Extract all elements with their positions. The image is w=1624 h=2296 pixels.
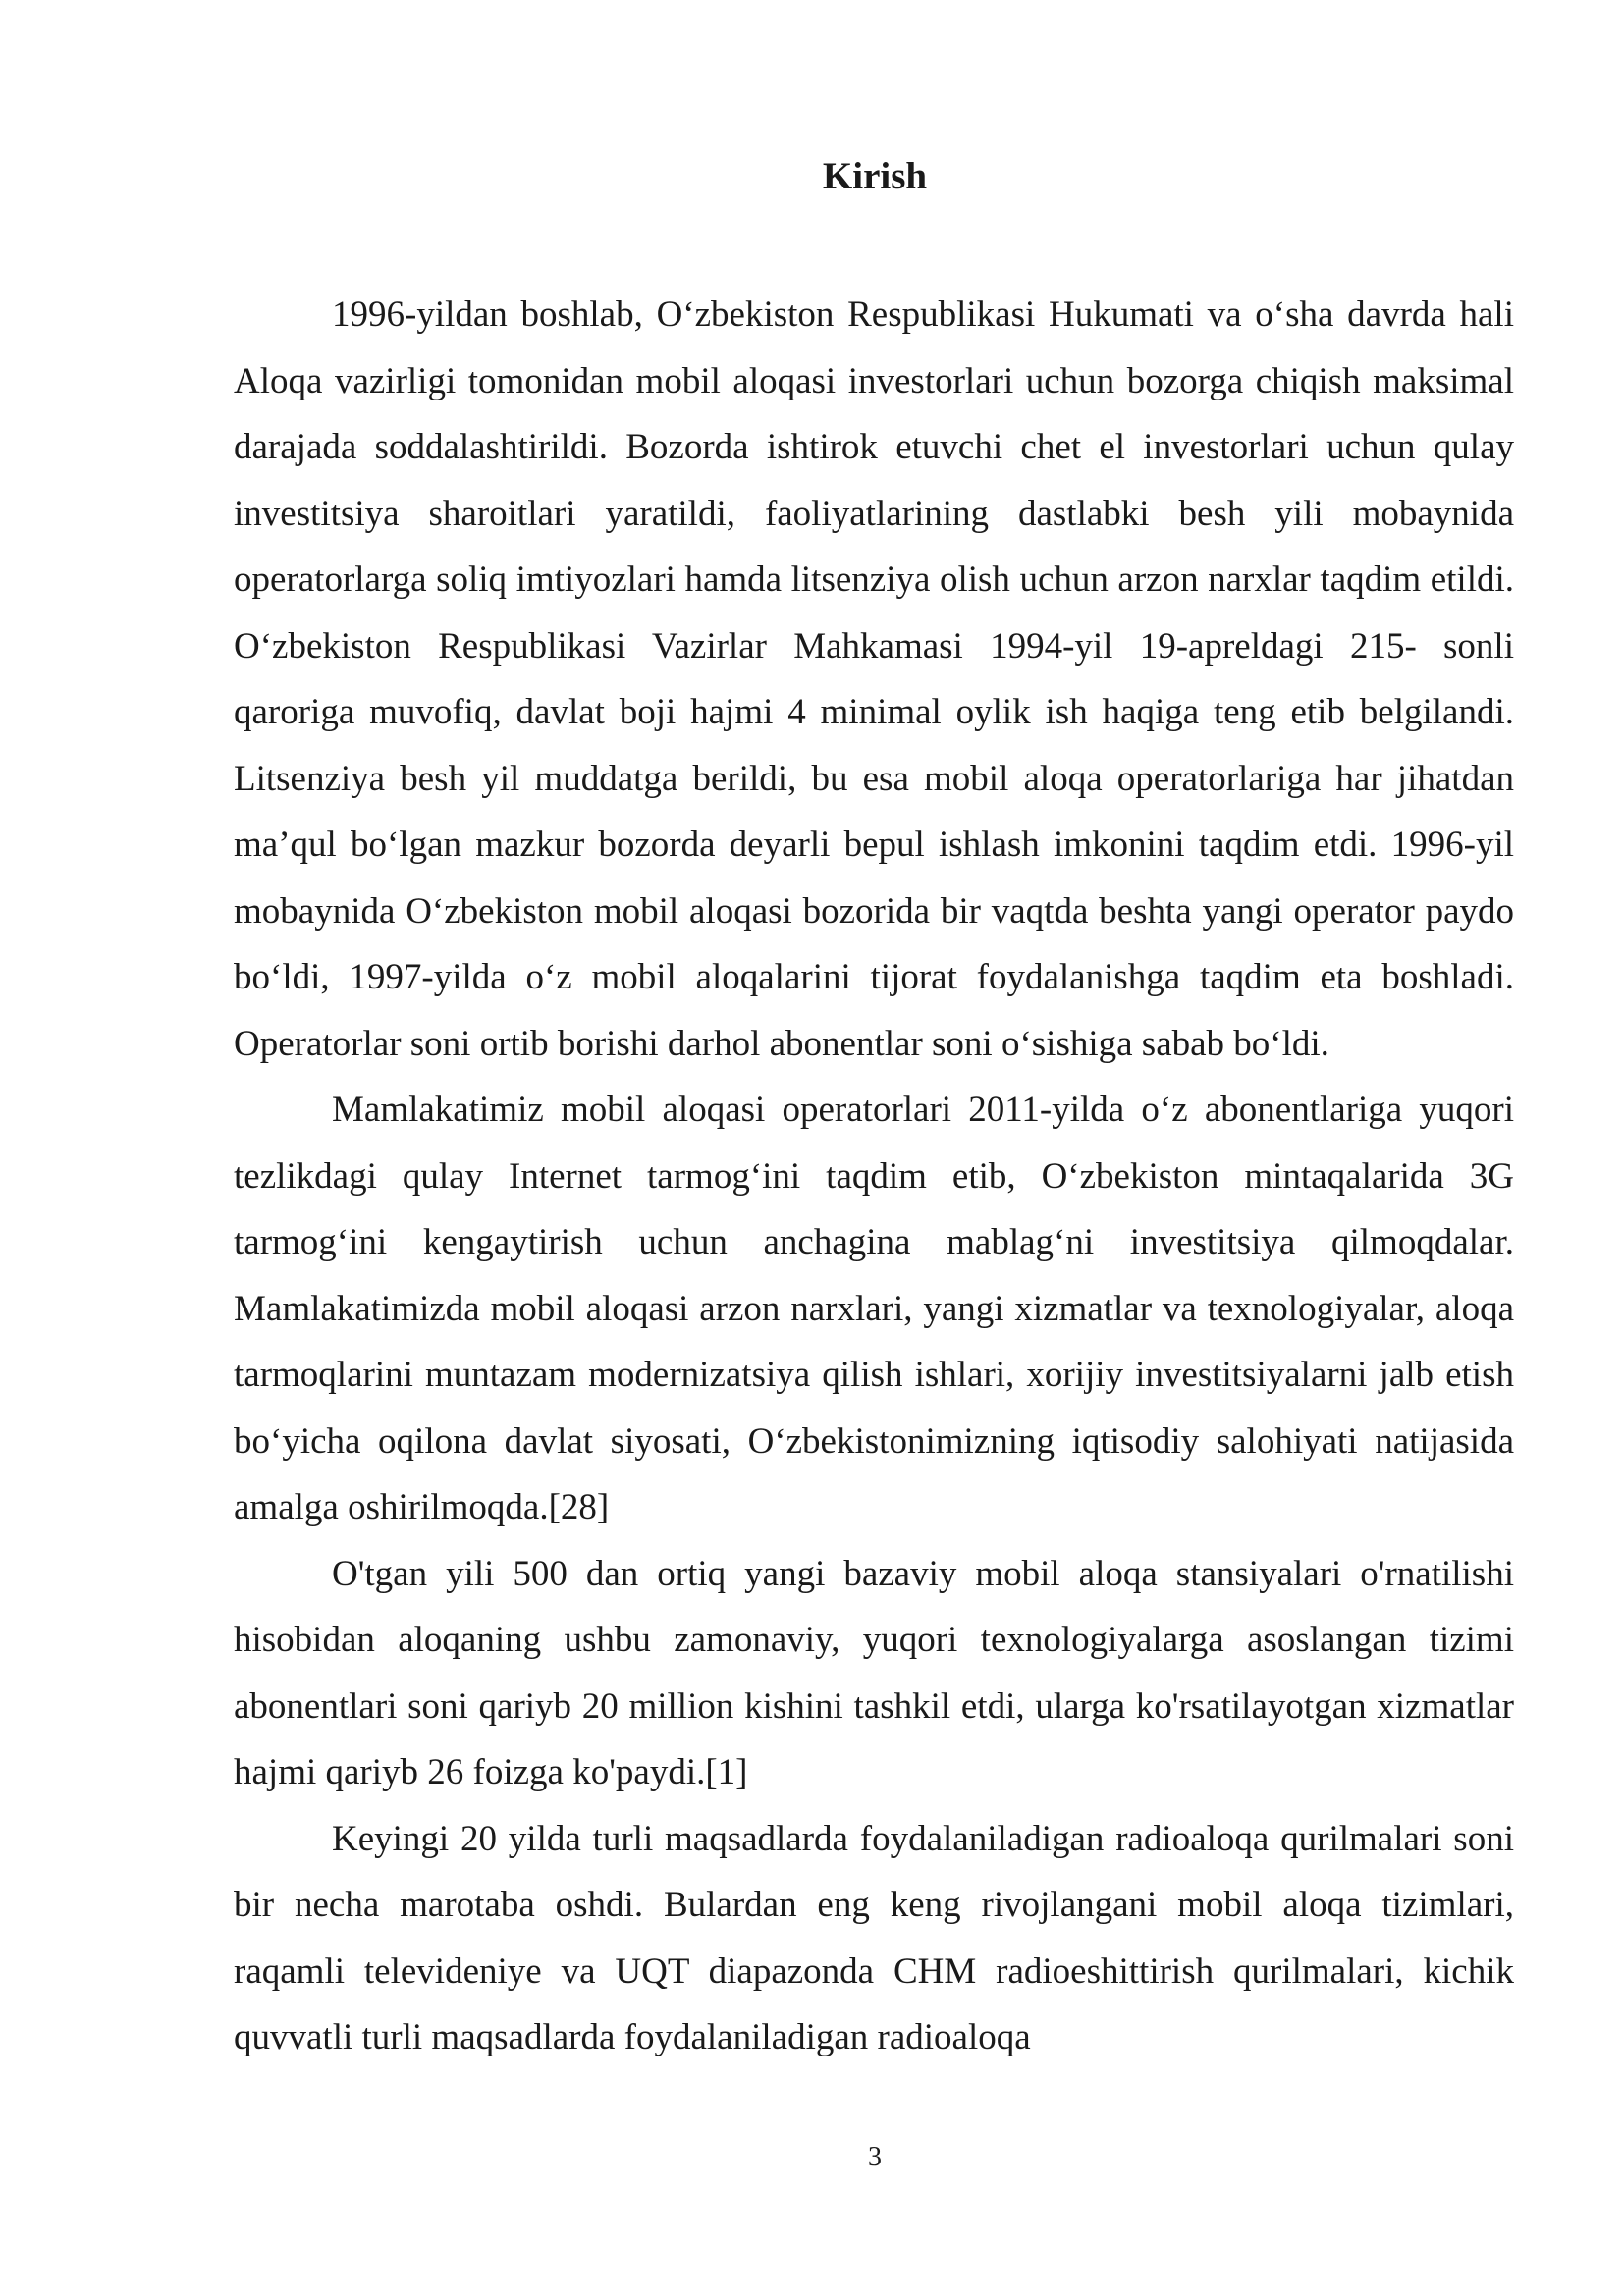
paragraph-2: Mamlakatimiz mobil aloqasi operatorlari 2011-yilda o‘z abonentlariga yuqori tezlikdagi qulay Internet tarmog‘ini taqdim etib, O‘zbekiston mintaqalarida 3G tarmog‘ini kengaytirish uchun anchagina mablag‘ni investitsiya qilmoqdalar. Mamlakatimizda mobil aloqasi arzon narxlari, yangi xizmatlar va texnologiyalar, aloqa tarmoqlarini muntazam modernizatsiya qilish ishlari, xorijiy investitsiyalarni jalb etish bo‘yicha oqilona davlat siyosati, O‘zbekistonimizning iqtisodiy salohiyati natijasida amalga oshirilmoqda.[28]	[234, 1090, 1514, 1527]
body-text	[234, 282, 1514, 2071]
page-title: Kirish	[822, 155, 928, 197]
paragraph-3: O'tgan yili 500 dan ortiq yangi bazaviy mobil aloqa stansiyalari o'rnatilishi hisobidan aloqaning ushbu zamonaviy, yuqori texnologiyalarga asoslangan tizimi abonentlari soni qariyb 20 million kishini tashkil etdi, ularga ko'rsatilayotgan xizmatlar hajmi qariyb 26 foizga ko'paydi.[1]	[234, 1553, 1514, 1792]
page-number: 3	[868, 2142, 882, 2172]
paragraph-4: Keyingi 20 yilda turli maqsadlarda foydalaniladigan radioaloqa qurilmalari soni bir necha marotaba oshdi. Bulardan eng keng rivojlangani mobil aloqa tizimlari, raqamli televideniye va UQT diapazonda CHM radioeshittirish qurilmalari, kichik quvvatli turli maqsadlarda foydalaniladigan radioaloqa	[234, 1818, 1514, 2057]
paragraph-1: 1996-yildan boshlab, O‘zbekiston Respublikasi Hukumati va o‘sha davrda hali Aloqa vazirligi tomonidan mobil aloqasi investorlari uchun bozorga chiqish maksimal darajada soddalashtirildi. Bozorda ishtirok etuvchi chet el investorlari uchun qulay investitsiya sharoitlari yaratildi, faoliyatlarining dastlabki besh yili mobaynida operatorlarga soliq imtiyozlari hamda litsenziya olish uchun arzon narxlar taqdim etildi. O‘zbekiston Respublikasi Vazirlar Mahkamasi 1994-yil 19-apreldagi 215- sonli qaroriga muvofiq, davlat boji hajmi 4 minimal oylik ish haqiga teng etib belgilandi. Litsenziya besh yil muddatga berildi, bu esa mobil aloqa operatorlariga har jihatdan ma’qul bo‘lgan mazkur bozorda deyarli bepul ishlash imkonini taqdim etdi. 1996-yil mobaynida O‘zbekiston mobil aloqasi bozorida bir vaqtda beshta yangi operator paydo bo‘ldi, 1997-yilda o‘z mobil aloqalarini tijorat foydalanishga taqdim eta boshladi. Operatorlar soni ortib borishi darhol abonentlar soni o‘sishiga sabab bo‘ldi.	[234, 294, 1514, 1064]
